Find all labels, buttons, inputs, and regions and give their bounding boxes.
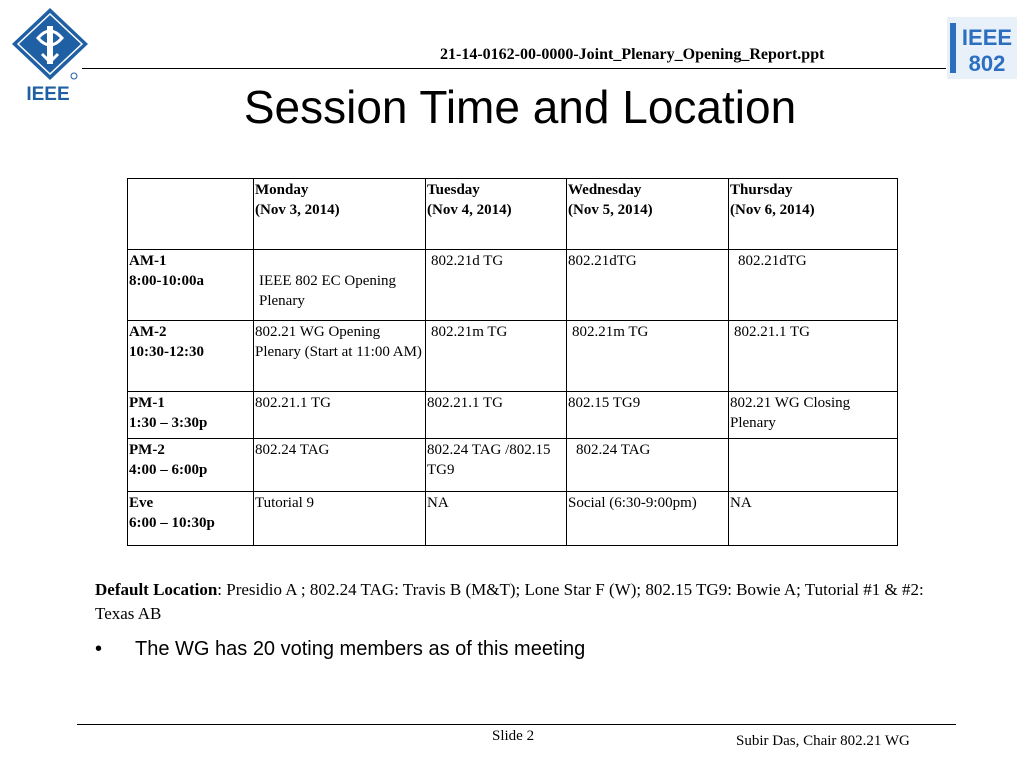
session-cell: Social (6:30-9:00pm) — [567, 492, 729, 546]
session-cell: IEEE 802 EC Opening Plenary — [254, 250, 426, 321]
session-cell: 802.21 WG Opening Plenary (Start at 11:00 AM) — [254, 321, 426, 392]
bullet-text: The WG has 20 voting members as of this meeting — [135, 638, 586, 660]
session-cell — [729, 439, 898, 492]
slot-cell: PM-1 1:30 – 3:30p — [128, 392, 254, 439]
table-row — [128, 321, 898, 392]
footer-author: Subir Das, Chair 802.21 WG — [736, 733, 910, 749]
session-cell: 802.21.1 TG — [426, 392, 567, 439]
session-cell: 802.24 TAG — [567, 439, 729, 492]
svg-text:IEEE: IEEE — [26, 84, 70, 104]
session-cell: 802.21.1 TG — [254, 392, 426, 439]
footer-divider — [77, 724, 956, 725]
default-location-label: Default Location — [95, 580, 218, 599]
session-cell: NA — [729, 492, 898, 546]
header-divider — [82, 68, 946, 69]
slot-cell: AM-2 10:30-12:30 — [128, 321, 254, 392]
session-cell: 802.21m TG — [426, 321, 567, 392]
session-cell: Tutorial 9 — [254, 492, 426, 546]
slot-cell: PM-2 4:00 – 6:00p — [128, 439, 254, 492]
svg-text:802: 802 — [968, 51, 1006, 76]
slot-cell: Eve 6:00 – 10:30p — [128, 492, 254, 546]
session-cell: 802.21dTG — [567, 250, 729, 321]
slot-cell: AM-1 8:00-10:00a — [128, 250, 254, 321]
header-cell-thursday: Thursday (Nov 6, 2014) — [729, 179, 898, 250]
bullet-icon: • — [95, 638, 103, 660]
slide-title: Session Time and Location — [243, 81, 797, 133]
session-cell: 802.21 WG Closing Plenary — [729, 392, 898, 439]
bullet-item — [95, 638, 585, 661]
header-cell-tuesday: Tuesday (Nov 4, 2014) — [426, 179, 567, 250]
header-cell — [128, 179, 254, 250]
table-header-row — [128, 179, 898, 250]
document-filename: 21-14-0162-00-0000-Joint_Plenary_Opening_Report.ppt — [440, 46, 825, 63]
slide-number: Slide 2 — [492, 728, 535, 744]
table-row — [128, 392, 898, 439]
ieee-802-logo — [947, 17, 1017, 79]
table-row — [128, 439, 898, 492]
header-cell-monday: Monday (Nov 3, 2014) — [254, 179, 426, 250]
session-cell: 802.21m TG — [567, 321, 729, 392]
schedule-table — [127, 178, 898, 546]
header-cell-wednesday: Wednesday (Nov 5, 2014) — [567, 179, 729, 250]
table-row — [128, 492, 898, 546]
session-cell: 802.21d TG — [426, 250, 567, 321]
session-cell: 802.24 TAG — [254, 439, 426, 492]
svg-text:IEEE: IEEE — [961, 25, 1013, 50]
session-cell: 802.24 TAG /802.15 TG9 — [426, 439, 567, 492]
table-row — [128, 250, 898, 321]
session-cell: 802.21.1 TG — [729, 321, 898, 392]
default-location-note — [95, 578, 945, 626]
session-cell: 802.15 TG9 — [567, 392, 729, 439]
session-cell: NA — [426, 492, 567, 546]
default-location-text: : Presidio A ; 802.24 TAG: Travis B (M&T); Lone Star F (W); 802.15 TG9: Bowie A; Tutorial #1 & #2: Texas AB — [95, 580, 924, 623]
session-cell: 802.21dTG — [729, 250, 898, 321]
